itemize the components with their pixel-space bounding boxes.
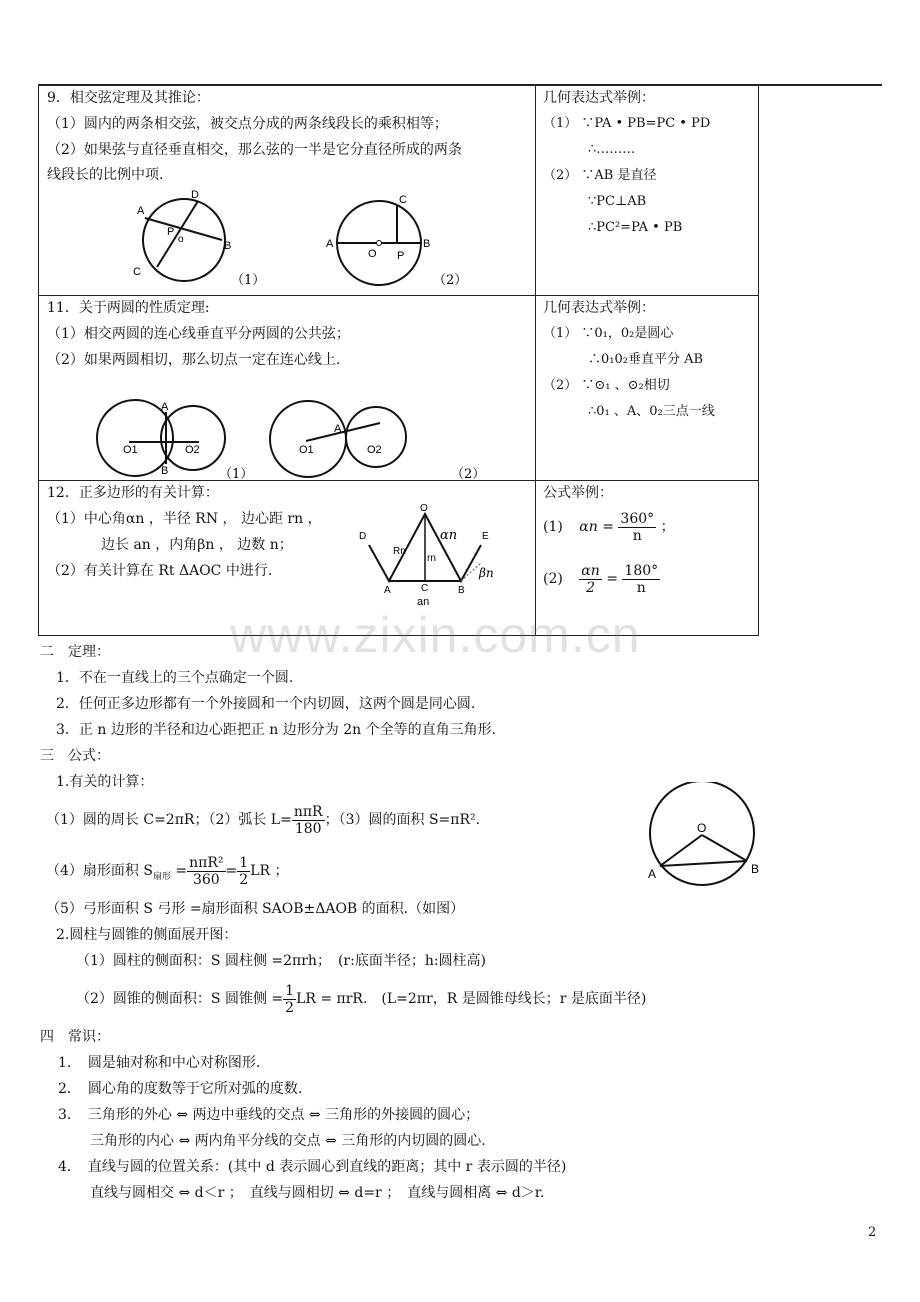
label-C: C xyxy=(133,266,141,278)
formula-cone-row xyxy=(76,978,646,1020)
formula-circumference-arc: （1）圆的周长 C=2πR；（2）弧长 L= xyxy=(46,812,292,828)
s9-line2: （2）如果弦与直径垂直相交，那么弦的一半是它分直径所成的两条 xyxy=(47,142,462,158)
s12-line3: （2）有关计算在 Rt ΔAOC 中进行. xyxy=(47,563,273,579)
common-3b: 三角形的内心 ⇔ 两内角平分线的交点 ⇔ 三角形的内切圆的圆心. xyxy=(90,1133,486,1149)
watermark: www.zixin.com.cn xyxy=(230,607,641,663)
cone-fraction xyxy=(283,983,296,1016)
s11-example-title: 几何表达式举例： xyxy=(543,300,655,316)
cone-denominator: 2 xyxy=(285,999,295,1016)
label-A: A xyxy=(334,423,342,435)
label-beta: βn xyxy=(479,566,494,580)
s9-example-title: 几何表达式举例： xyxy=(543,90,655,106)
s12-line2: 边长 an ，内角βn ， 边数 n； xyxy=(101,537,293,553)
theorem-2: 2．任何正多边形都有一个外接圆和一个内切圆，这两个圆是同心圆. xyxy=(56,696,476,712)
arc-length-fraction xyxy=(292,804,325,837)
formula-central-angle: (1) αn = $\frac{360^\circ}{n}$ ； xyxy=(543,510,675,544)
s11-example-1: （1） ∵0₁，0₂是圆心 xyxy=(543,326,674,341)
sector-area-label: （4）扇形面积 S xyxy=(46,863,153,879)
formula-half-angle: (2) $\frac{\alpha n}{2}$ = $\frac{180^\circ}{n}$ xyxy=(543,562,659,596)
label-B: B xyxy=(224,240,232,252)
s9-example-1: （1） ∵PA • PB=PC • PD xyxy=(543,116,711,131)
label-B: B xyxy=(751,862,760,876)
sector-subscript: 扇形 xyxy=(152,871,171,882)
formula2-left-denominator: 2 xyxy=(586,579,595,596)
intersecting-circles-figure xyxy=(97,400,253,480)
common-3a: 3． 三角形的外心 ⇔ 两边中垂线的交点 ⇔ 三角形的外接圆的圆心； xyxy=(58,1107,480,1123)
label-C: C xyxy=(399,194,407,206)
tangent-circles-figure xyxy=(270,401,485,480)
label-A: A xyxy=(161,401,169,413)
theorem-3: 3．正 n 边形的半径和边心距把正 n 边形分为 2n 个全等的直角三角形. xyxy=(56,722,497,738)
formula-cylinder: （1）圆柱的侧面积：S 圆柱侧 =2πrh； (r:底面半径；h:圆柱高) xyxy=(76,953,487,969)
formula2-right-denominator: n xyxy=(636,579,646,596)
common-1: 1． 圆是轴对称和中心对称图形. xyxy=(58,1055,261,1071)
common-heading: 四 常识： xyxy=(40,1029,110,1045)
formula2-right-numerator: 180° xyxy=(624,562,659,579)
label-A: A xyxy=(326,238,334,250)
sector-tail: LR ； xyxy=(250,863,289,879)
label-P: P xyxy=(397,250,405,262)
s11-line2: （2）如果两圆相切，那么切点一定在连心线上. xyxy=(47,352,341,368)
s11-figures xyxy=(89,392,529,480)
formulas-heading: 三 公式： xyxy=(40,748,110,764)
theorem-1: 1．不在一直线上的三个点确定一个圆. xyxy=(56,670,294,686)
cone-tail: LR = πrR. (L=2πr，R 是圆锥母线长；r 是底面半径) xyxy=(296,991,647,1007)
fig1-caption: （1） xyxy=(231,273,266,288)
formula1-fraction xyxy=(618,511,656,544)
label-D: D xyxy=(191,189,199,201)
formulas-sub1: 1.有关的计算： xyxy=(56,774,154,790)
sector-fraction-1 xyxy=(187,855,225,888)
label-o: o xyxy=(178,234,184,245)
formula-sector-row: （4）扇形面积 $S_{扇形}$ = $\frac{\text{nπR²}}{360}$ = $\frac{1}{2}$ LR ； xyxy=(46,854,289,888)
label-C: C xyxy=(421,583,429,594)
page-number: 2 xyxy=(868,1225,877,1240)
s9-title: 9．相交弦定理及其推论： xyxy=(47,90,210,106)
cell-s11-right xyxy=(536,296,759,481)
formula2-label: (2) xyxy=(543,571,563,587)
label-E: E xyxy=(482,531,489,542)
half-denominator: 2 xyxy=(239,871,249,888)
s11-example-3: （2） ∵⊙₁ 、⊙₂相切 xyxy=(543,378,670,393)
label-O: O xyxy=(420,503,428,514)
segment-area-figure xyxy=(640,782,770,892)
s12-title: 12．正多边形的有关计算： xyxy=(47,485,219,501)
formula1-numerator: 360° xyxy=(620,510,655,527)
sector-fraction-2 xyxy=(237,855,250,888)
formula1-label: (1) xyxy=(543,519,563,535)
intersecting-chords-figure xyxy=(133,189,265,288)
label-A: A xyxy=(384,585,391,596)
s9-example-3: （2） ∵AB 是直径 xyxy=(543,168,657,183)
label-O1: O1 xyxy=(299,444,314,456)
label-D: D xyxy=(359,531,367,542)
label-O: O xyxy=(368,248,377,260)
s9-example-2: ∴……… xyxy=(588,142,636,157)
label-B: B xyxy=(458,585,465,596)
theorems-heading: 二 定理： xyxy=(40,644,110,660)
formula-area: ；（3）圆的面积 S=πR². xyxy=(324,812,481,828)
common-4a: 4． 直线与圆的位置关系：(其中 d 表示圆心到直线的距离；其中 r 表示圆的半径) xyxy=(58,1159,567,1175)
cell-s9-right xyxy=(536,86,759,296)
sector-numerator: nπR² xyxy=(189,854,224,871)
s9-example-5: ∴PC²=PA • PB xyxy=(588,220,683,235)
formula2-right-fraction xyxy=(622,563,660,596)
common-4b: 直线与圆相交 ⇔ d＜r ； 直线与圆相切 ⇔ d=r ； 直线与圆相离 ⇔ d＞r. xyxy=(90,1185,545,1201)
formula1-lhs: αn xyxy=(579,519,598,535)
label-A: A xyxy=(648,867,657,881)
cell-s11-left xyxy=(39,296,536,481)
label-rn: rn xyxy=(427,553,436,564)
cone-label: （2）圆锥的侧面积：S 圆锥侧 = xyxy=(76,991,284,1007)
formula-segment-area: （5）弓形面积 S 弓形 =扇形面积 SAOB±ΔAOB 的面积.（如图） xyxy=(46,901,465,917)
formula1-end: ； xyxy=(660,519,675,535)
perpendicular-chord-figure xyxy=(326,194,467,288)
half-numerator: 1 xyxy=(239,854,249,871)
sector-denominator: 360 xyxy=(192,871,220,888)
formula-circle-row xyxy=(46,800,480,840)
label-O1: O1 xyxy=(123,444,138,456)
formulas-sub2: 2.圆柱与圆锥的侧面展开图： xyxy=(56,927,238,943)
s11-title: 11．关于两圆的性质定理: xyxy=(47,300,210,316)
label-B: B xyxy=(423,238,431,250)
cell-s9-left xyxy=(39,86,536,296)
s11-line1: （1）相交两圆的连心线垂直平分两圆的公共弦； xyxy=(47,326,350,342)
label-O2: O2 xyxy=(185,444,200,456)
formula2-left-numerator: αn xyxy=(581,562,600,579)
label-O: O xyxy=(697,821,707,835)
label-B: B xyxy=(161,465,169,477)
label-A: A xyxy=(137,205,145,217)
formula1-denominator: n xyxy=(632,527,642,544)
fig2-caption: （2） xyxy=(433,273,468,288)
label-Rn: Rn xyxy=(393,546,406,557)
s9-line1: （1）圆内的两条相交弦，被交点分成的两条线段长的乘积相等； xyxy=(47,116,448,132)
s12-example-title: 公式举例： xyxy=(543,485,613,501)
s9-line3: 线段长的比例中项. xyxy=(47,167,164,183)
regular-polygon-figure xyxy=(351,501,501,611)
s9-figures xyxy=(127,184,527,292)
arc-denominator: 180 xyxy=(294,820,322,837)
label-O2: O2 xyxy=(367,444,382,456)
label-an: an xyxy=(417,596,430,608)
label-alpha: αn xyxy=(440,528,458,543)
cone-numerator: 1 xyxy=(285,982,295,999)
fig1-caption: （1） xyxy=(219,467,254,480)
s12-line1: （1）中心角αn ，半径 RN ， 边心距 rn ， xyxy=(47,511,322,527)
common-2: 2． 圆心角的度数等于它所对弧的度数. xyxy=(58,1081,303,1097)
theorem-table xyxy=(38,85,759,636)
fig2-caption: （2） xyxy=(451,467,486,480)
s11-example-4: ∴0₁ 、A、0₂三点一线 xyxy=(588,404,715,419)
s11-example-2: ∴0₁0₂垂直平分 AB xyxy=(588,352,704,367)
arc-numerator: nπR xyxy=(293,803,323,820)
label-P: P xyxy=(167,226,175,238)
s9-example-4: ∵PC⊥AB xyxy=(588,194,647,209)
formula2-left-fraction xyxy=(579,563,601,596)
